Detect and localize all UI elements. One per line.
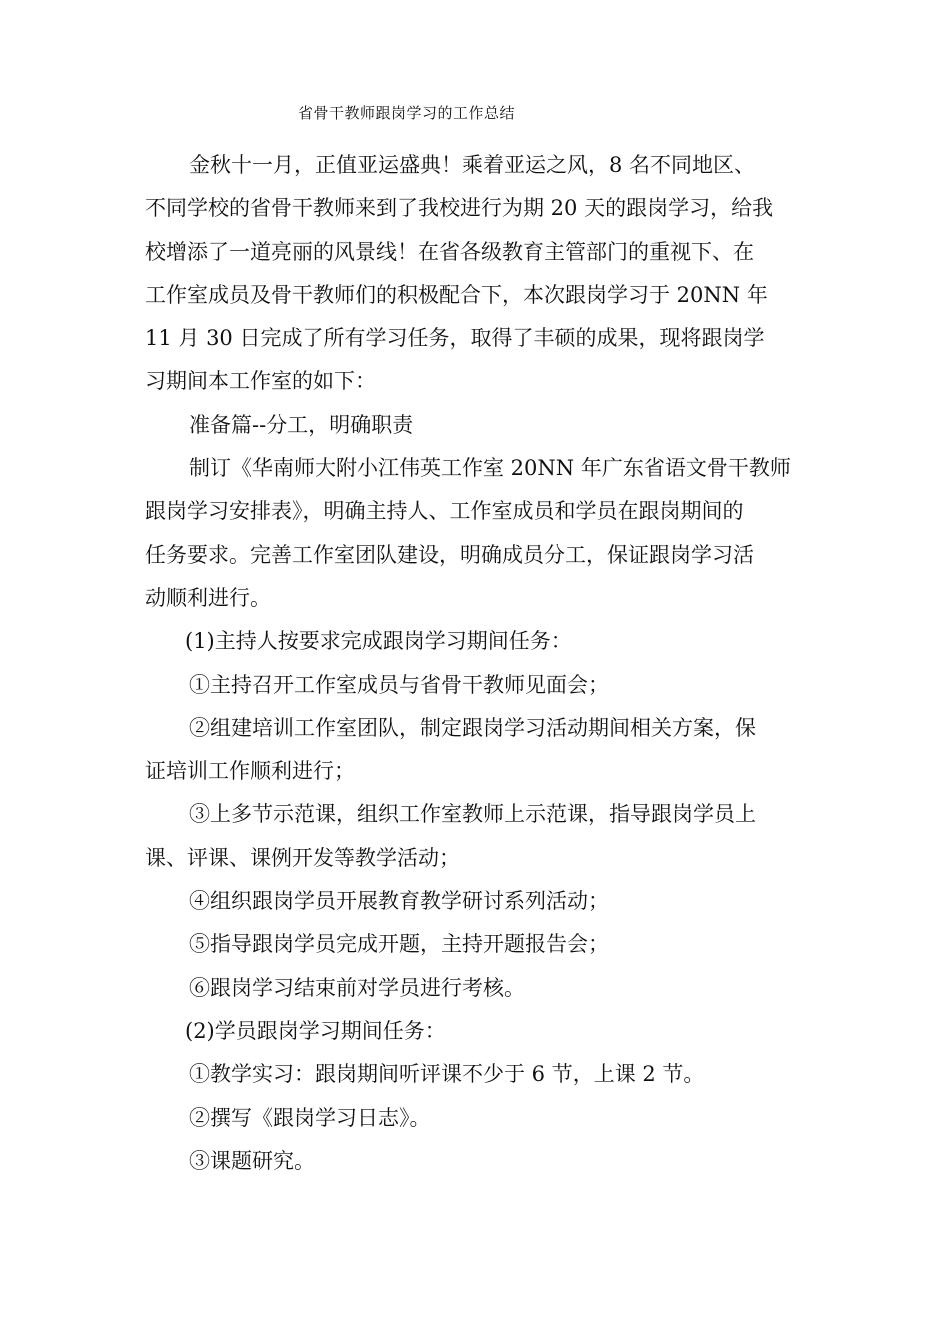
list-heading: (1)主持人按要求完成跟岗学习期间任务： [185,629,572,654]
paragraph-line: 金秋十一月，正值亚运盛典！乘着亚运之风，8 名不同地区、 [189,153,756,177]
document-title: 省骨干教师跟岗学习的工作总结 [298,104,516,122]
list-item: ②组建培训工作室团队，制定跟岗学习活动期间相关方案，保 [189,715,756,740]
paragraph-line: 工作室成员及骨干教师们的积极配合下，本次跟岗学习于 20NN 年 [145,282,768,307]
paragraph-line: 动顺利进行。 [145,585,271,610]
paragraph-line: 跟岗学习安排表》，明确主持人、工作室成员和学员在跟岗期间的 [145,499,744,524]
paragraph-line: 习期间本工作室的如下： [145,369,376,394]
document-body [145,144,807,1183]
section-heading: 准备篇--分工，明确职责 [189,412,414,437]
paragraph-line: 制订《华南师大附小江伟英工作室 20NN 年广东省语文骨干教师 [189,456,791,481]
paragraph-line: 11 月 30 日完成了所有学习任务，取得了丰硕的成果，现将跟岗学 [145,326,765,351]
list-item: ①教学实习：跟岗期间听评课不少于 6 节，上课 2 节。 [189,1062,705,1087]
list-item: ②撰写《跟岗学习日志》。 [189,1105,431,1130]
list-item: ④组织跟岗学员开展教育教学研讨系列活动； [189,889,609,914]
list-item-continuation: 课、评课、课例开发等教学活动； [145,845,460,870]
paragraph-line: 不同学校的省骨干教师来到了我校进行为期 20 天的跟岗学习，给我 [145,196,774,221]
list-heading: (2)学员跟岗学习期间任务： [185,1018,446,1043]
list-item-continuation: 证培训工作顺利进行； [145,759,355,784]
list-item: ⑤指导跟岗学员完成开题，主持开题报告会； [189,932,609,957]
paragraph-line: 校增添了一道亮丽的风景线！在省各级教育主管部门的重视下、在 [145,239,754,264]
list-item: ⑥跟岗学习结束前对学员进行考核。 [189,975,525,1000]
list-item: ③上多节示范课，组织工作室教师上示范课，指导跟岗学员上 [189,802,756,827]
list-item: ①主持召开工作室成员与省骨干教师见面会； [189,672,609,697]
list-item: ③课题研究。 [189,1148,315,1173]
paragraph-line: 任务要求。完善工作室团队建设，明确成员分工，保证跟岗学习活 [145,542,754,567]
